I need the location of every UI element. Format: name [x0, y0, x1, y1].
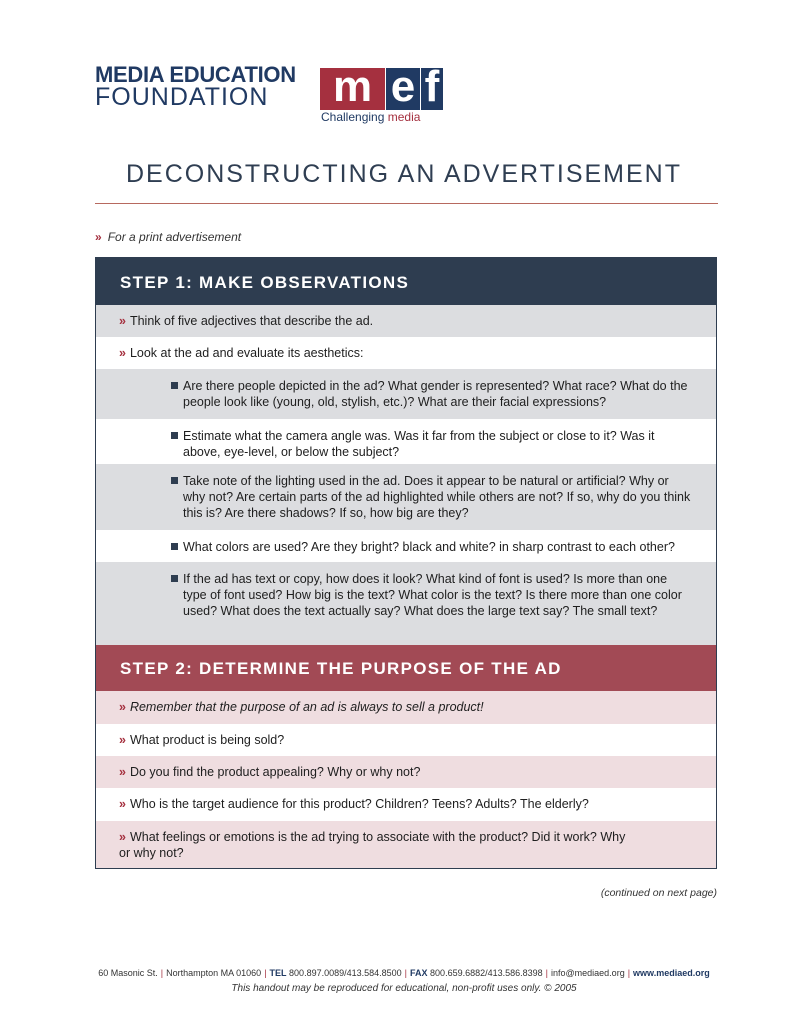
step1-row-text: Think of five adjectives that describe the ad.: [129, 314, 374, 328]
subnote-text: For a print advertisement: [107, 230, 242, 244]
page-title: DECONSTRUCTING AN ADVERTISEMENT: [125, 160, 683, 188]
logo-tagline: [321, 110, 420, 124]
footer-separator: |: [627, 968, 631, 978]
footer-separator: |: [545, 968, 549, 978]
footer-website[interactable]: www.mediaed.org: [633, 968, 710, 978]
square-bullet-icon: [171, 575, 178, 582]
footer-tel-label: TEL: [269, 968, 287, 978]
step2-row-text: What feelings or emotions is the ad trying to associate with the product? Did it work? Why or why not?: [119, 830, 626, 860]
subnote: [95, 230, 241, 244]
footer-separator: |: [160, 968, 164, 978]
footer-email[interactable]: info@mediaed.org: [551, 968, 625, 978]
footer-separator: |: [404, 968, 408, 978]
step1-bullet: [96, 369, 716, 419]
step1-bullet-text: Are there people depicted in the ad? What gender is represented? What race? What do the people look like (young, old, stylish, etc.)? What are their facial expressions?: [183, 379, 688, 409]
step1-row: [96, 337, 716, 369]
logo-mark-m: m: [320, 68, 385, 110]
footer-fax: 800.659.6882/413.586.8398: [430, 968, 543, 978]
step1-bullet: [96, 464, 716, 530]
step2-row: [96, 788, 716, 821]
steps-box: [95, 257, 717, 869]
step1-bullet: [96, 562, 716, 645]
logo-mark: [320, 68, 443, 110]
footer-notice: This handout may be reproduced for educational, non-profit uses only. © 2005: [231, 983, 577, 994]
logo-text-line1: MEDIA EDUCATION: [95, 62, 296, 87]
step1-bullet: [96, 419, 716, 464]
footer-separator: |: [264, 968, 267, 978]
step2-row: [96, 821, 716, 868]
continued-note: (continued on next page): [600, 887, 717, 899]
step1-heading: STEP 1: MAKE OBSERVATIONS: [96, 258, 716, 305]
chevron-icon: »: [95, 230, 102, 244]
square-bullet-icon: [171, 543, 178, 550]
step2-row-text: Remember that the purpose of an ad is always to sell a product!: [129, 700, 484, 714]
tagline-part-a: Challenging: [321, 110, 385, 124]
square-bullet-icon: [171, 432, 178, 439]
step1-bullet-text: If the ad has text or copy, how does it look? What kind of font is used? Is more than one type of font used? How big is the text? What color is the text? Is there more than one color used? What does the text actually say? What does the large text say? The small text?: [183, 572, 682, 618]
square-bullet-icon: [171, 382, 178, 389]
step1-row: [96, 305, 716, 337]
step2-heading: STEP 2: DETERMINE THE PURPOSE OF THE AD: [96, 645, 716, 691]
logo-mark-e: e: [386, 68, 420, 110]
footer-tel: 800.897.0089/413.584.8500: [289, 968, 402, 978]
step2-row: [96, 756, 716, 788]
step1-bullet-text: Estimate what the camera angle was. Was it far from the subject or close to it? Was it above, eye-level, or below the subject?: [183, 429, 655, 459]
step2-row-text: What product is being sold?: [129, 733, 285, 747]
chevron-icon: »: [119, 733, 126, 747]
step1-bullet-text: What colors are used? Are they bright? black and white? in sharp contrast to each other?: [183, 540, 675, 554]
logo-mark-f: f: [421, 68, 443, 110]
footer-fax-label: FAX: [410, 968, 428, 978]
step2-row: [96, 691, 716, 724]
step1-bullet: [96, 530, 716, 562]
logo-text-line2: FOUNDATION: [95, 83, 269, 111]
square-bullet-icon: [171, 477, 178, 484]
chevron-icon: »: [119, 797, 126, 811]
chevron-icon: »: [119, 346, 126, 360]
footer-city: Northampton MA 01060: [166, 968, 262, 978]
footer-address: 60 Masonic St.: [98, 968, 158, 978]
step2-row-text: Who is the target audience for this product? Children? Teens? Adults? The elderly?: [129, 797, 589, 811]
title-divider: [95, 203, 718, 204]
step2-row: [96, 724, 716, 756]
tagline-part-b: media: [387, 110, 421, 124]
chevron-icon: »: [119, 314, 126, 328]
step1-bullet-text: Take note of the lighting used in the ad. Does it appear to be natural or artificial? Why or why not? Are certain parts of the ad highlighted while others are not? If so, why do you think this is? Are there shadows? If so, how big are they?: [183, 474, 691, 520]
mef-logo: [95, 62, 445, 126]
chevron-icon: »: [119, 830, 126, 844]
chevron-icon: »: [119, 765, 126, 779]
chevron-icon: »: [119, 700, 126, 714]
step2-row-text: Do you find the product appealing? Why or why not?: [129, 765, 421, 779]
footer-contact: [0, 968, 808, 978]
step1-row-text: Look at the ad and evaluate its aesthetics:: [129, 346, 364, 360]
